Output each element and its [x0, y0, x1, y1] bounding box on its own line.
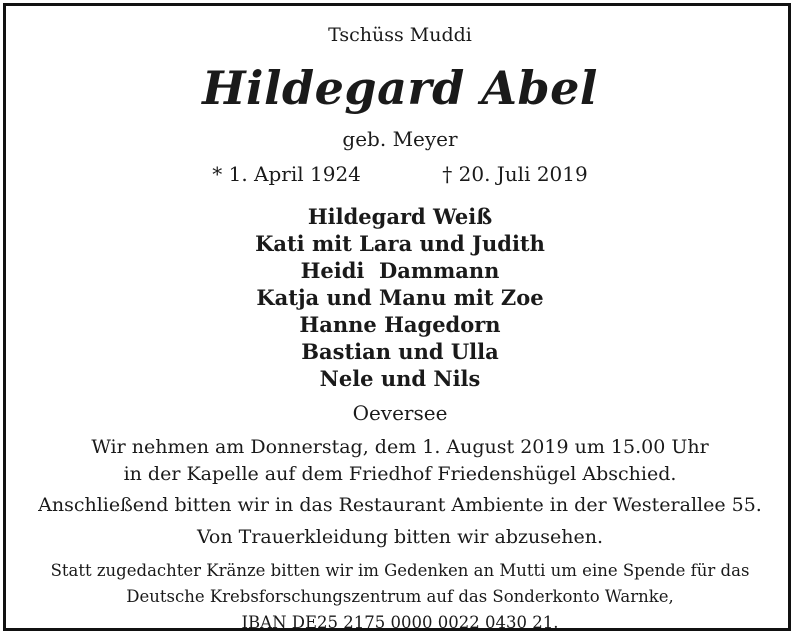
- funeral-info-line: Wir nehmen am Donnerstag, dem 1. August 2019 um 15.00 Uhr: [91, 436, 709, 458]
- deceased-name: Hildegard Abel: [202, 61, 598, 115]
- birth-date: * 1. April 1924: [212, 162, 361, 186]
- mourner-name: Kati mit Lara und Judith: [255, 231, 545, 256]
- mourner-name: Hildegard Weiß: [307, 204, 493, 229]
- obituary-notice: [3, 3, 791, 631]
- mourner-name: Hanne Hagedorn: [299, 312, 501, 337]
- life-dates: [6, 162, 794, 186]
- mourner-name: Nele und Nils: [319, 366, 481, 391]
- mourners-list: [6, 203, 794, 392]
- mourner-name: Heidi Dammann: [300, 258, 500, 283]
- maiden-name: geb. Meyer: [342, 127, 458, 151]
- donation-info-line: Statt zugedachter Kränze bitten wir im Gedenken an Mutti um eine Spende für das: [50, 561, 750, 580]
- donation-info-line: Deutsche Krebsforschungszentrum auf das Sonderkonto Warnke,: [126, 587, 674, 606]
- donation-iban: IBAN DE25 2175 0000 0022 0430 21.: [241, 613, 559, 632]
- mourner-name: Bastian und Ulla: [301, 339, 499, 364]
- funeral-info-line: in der Kapelle auf dem Friedhof Friedenshügel Abschied.: [123, 463, 677, 485]
- mourner-name: Katja und Manu mit Zoe: [256, 285, 544, 310]
- clothing-request: Von Trauerkleidung bitten wir abzusehen.: [196, 526, 604, 548]
- restaurant-info: Anschließend bitten wir in das Restaurant Ambiente in der Westerallee 55.: [38, 494, 762, 516]
- motto: Tschüss Muddi: [328, 24, 472, 46]
- death-date: † 20. Juli 2019: [442, 162, 588, 186]
- place-name: Oeversee: [352, 401, 448, 425]
